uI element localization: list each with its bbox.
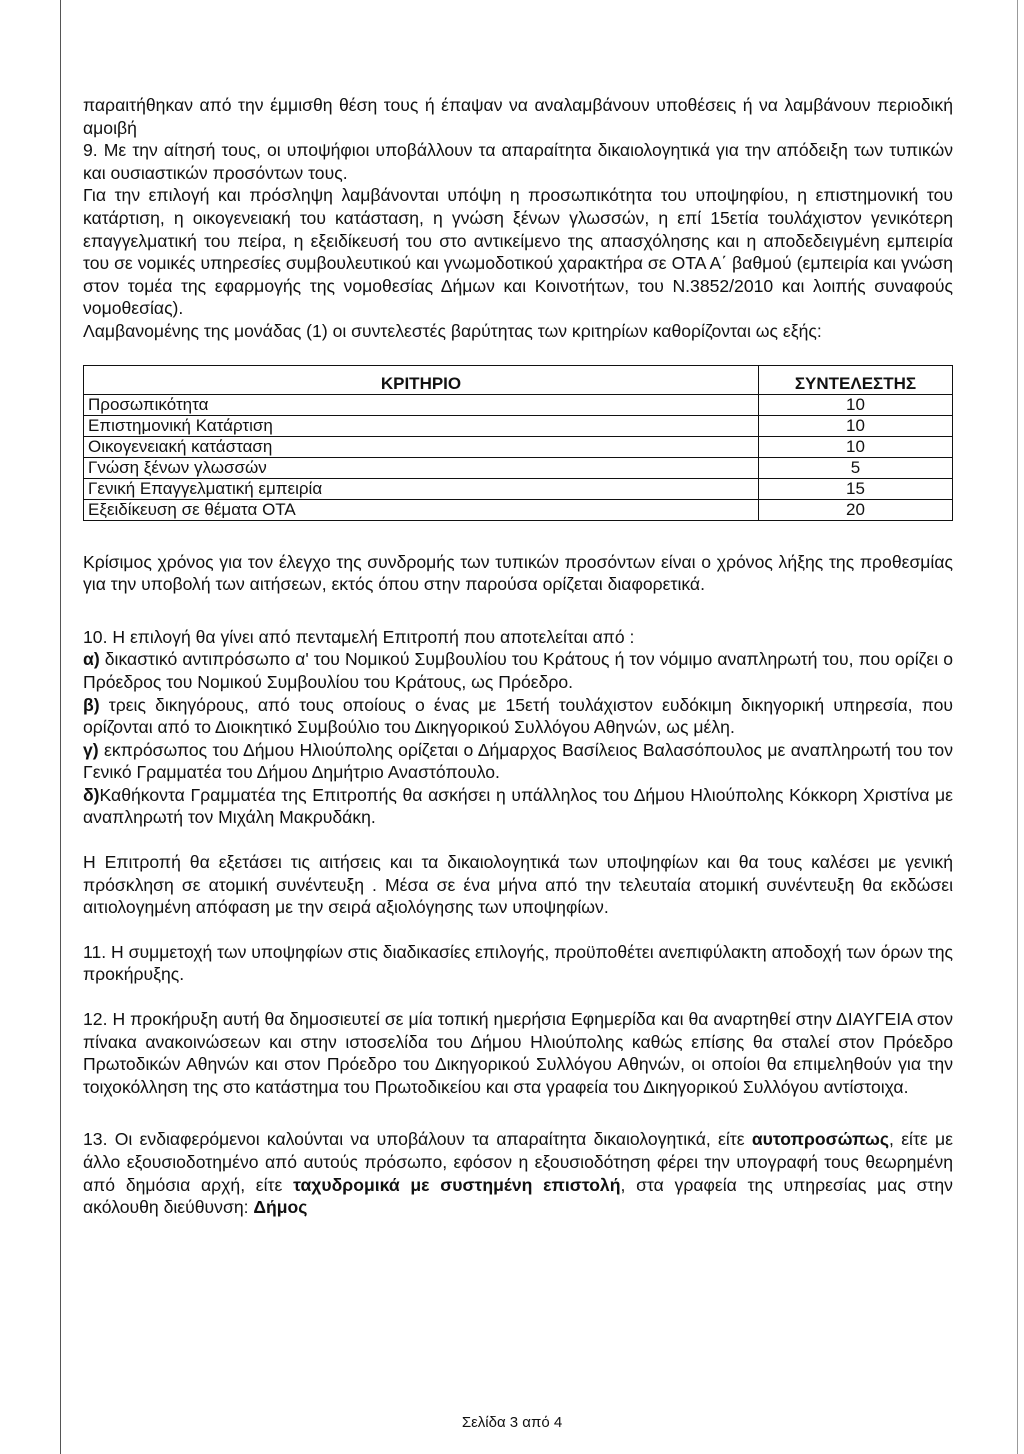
- paragraph-item-13: 13. Οι ενδιαφερόμενοι καλούνται να υποβάλουν τα απαραίτητα δικαιολογητικά, είτε αυτοπροσώπως, είτε με άλλο εξουσιοδοτημένο από αυτούς πρόσωπο, εφόσον η εξουσιοδότηση φέρει την υπογραφή τους θεωρημένη από δημόσια αρχή, είτε ταχυδρομικά με συστημένη επιστολή, στα γραφεία της υπηρεσίας μας στην ακόλουθη διεύθυνση: Δήμος: [83, 1129, 953, 1218]
- criteria-table: [83, 365, 953, 521]
- paragraph-item-10-c: γ) εκπρόσωπος του Δήμου Ηλιούπολης ορίζεται ο Δήμαρχος Βασίλειος Βαλασόπουλος με αναπληρωτή του τον Γενικό Γραμματέα του Δήμου Δημήτριο Αναστόπουλο.: [83, 739, 953, 783]
- scan-edge-line-right: [1017, 0, 1018, 1454]
- coefficient-cell: 5: [759, 457, 953, 478]
- coefficient-cell: 10: [759, 394, 953, 415]
- coefficient-cell: 15: [759, 478, 953, 499]
- paragraph-weights-intro: Λαμβανομένης της μονάδας (1) οι συντελεστές βαρύτητας των κριτηρίων καθορίζονται ως εξής:: [83, 320, 822, 341]
- paragraph-item-10-a: α) δικαστικό αντιπρόσωπο α' του Νομικού Συμβουλίου του Κράτους ή τον νόμιμο αναπληρωτή του, που ορίζει ο Πρόεδρος του Νομικού Συμβουλίου του Κράτους, ως Πρόεδρο.: [83, 649, 953, 692]
- criterion-cell: Οικογενειακή κατάσταση: [84, 436, 759, 457]
- table-row: [84, 478, 953, 499]
- criterion-cell: Γνώση ξένων γλωσσών: [84, 457, 759, 478]
- paragraph-item-9: 9. Με την αίτησή τους, οι υποψήφιοι υποβάλλουν τα απαραίτητα δικαιολογητικά για την απόδειξη των τυπικών και ουσιαστικών προσόντων τους.: [83, 140, 953, 183]
- header-criterion: ΚΡΙΤΗΡΙΟ: [84, 365, 759, 394]
- paragraph-item-12: 12. Η προκήρυξη αυτή θα δημοσιευτεί σε μία τοπική ημερήσια Εφημερίδα και θα αναρτηθεί στην ΔΙΑΥΓΕΙΑ στον πίνακα ανακοινώσεων και στην ιστοσελίδα του Δήμου Ηλιούπολης καθώς επίσης θα σταλεί στον Πρόεδρο Πρωτοδικών Αθηνών και στον Πρόεδρο του Δικηγορικού Συλλόγου Αθηνών, οι οποίοι θα επιμεληθούν για την τοιχοκόλληση της στο κατάστημα του Πρωτοδικείου και στα γραφεία του Δικηγορικού Συλλόγου αντίστοιχα.: [83, 1009, 953, 1097]
- table-row: [84, 415, 953, 436]
- bold-by-registered-mail: ταχυδρομικά με συστημένη επιστολή: [293, 1174, 621, 1195]
- scan-edge-line: [60, 0, 61, 1454]
- bold-in-person: αυτοπροσώπως: [751, 1129, 890, 1150]
- table-row: [84, 457, 953, 478]
- bold-address-start: Δήμος: [253, 1197, 308, 1218]
- label-c: γ): [83, 739, 99, 760]
- paragraph-committee: Η Επιτροπή θα εξετάσει τις αιτήσεις και τα δικαιολογητικά των υποψηφίων και θα τους καλέσει με γενική πρόσκληση σε ατομική συνέντευξη . Μέσα σε ένα μήνα από την τελευταία ατομική συνέντευξη θα εκδώσει αιτιολογημένη απόφαση με την σειρά αξιολόγησης των υποψηφίων.: [83, 852, 953, 918]
- criterion-cell: Εξειδίκευση σε θέματα ΟΤΑ: [84, 499, 759, 520]
- criterion-cell: Προσωπικότητα: [84, 394, 759, 415]
- table-row: [84, 499, 953, 520]
- criterion-cell: Γενική Επαγγελματική εμπειρία: [84, 478, 759, 499]
- criterion-cell: Επιστημονική Κατάρτιση: [84, 415, 759, 436]
- table-header-row: [84, 365, 953, 394]
- page-number: Σελίδα 3 από 4: [461, 1414, 563, 1431]
- table-row: [84, 436, 953, 457]
- paragraph-item-11: 11. Η συμμετοχή των υποψηφίων στις διαδικασίες επιλογής, προϋποθέτει ανεπιφύλακτη αποδοχή των όρων της προκήρυξης.: [83, 941, 953, 985]
- document-body: [83, 94, 953, 1219]
- paragraph-item-10-b: β) τρεις δικηγόρους, από τους οποίους ο ένας με 15ετή τουλάχιστον ευδόκιμη δικηγορική υπηρεσία, που ορίζονται από το Διοικητικό Συμβούλιο του Δικηγορικού Συλλόγου Αθηνών, ως μέλη.: [83, 694, 953, 738]
- label-a: α): [83, 649, 100, 670]
- label-b: β): [83, 694, 100, 715]
- coefficient-cell: 10: [759, 436, 953, 457]
- coefficient-cell: 10: [759, 415, 953, 436]
- table-row: [84, 394, 953, 415]
- paragraph-selection-criteria: Για την επιλογή και πρόσληψη λαμβάνονται υπόψη η προσωπικότητα του υποψηφίου, η επιστημονική του κατάρτιση, η οικογενειακή του κατάσταση, η γνώση ξένων γλωσσών, η επί 15ετία τουλάχιστον γενικότερη επαγγελματική του πείρα, η εξειδίκευσή του στο αντικείμενο της απασχόλησης και η αποδεδειγμένη εμπειρία του σε νομικές υπηρεσίες συμβουλευτικού και γνωμοδοτικού χαρακτήρα σε ΟΤΑ Α΄ βαθμού (εμπειρία και γνώση στον τομέα της εφαρμογής της νομοθεσίας Δήμων και Κοινοτήτων, του Ν.3852/2010 και λοιπής συναφούς νομοθεσίας).: [83, 185, 953, 319]
- paragraph-resignation: παραιτήθηκαν από την έμμισθη θέση τους ή έπαψαν να αναλαμβάνουν υποθέσεις ή να λαμβάνουν περιοδική αμοιβή: [83, 95, 953, 138]
- paragraph-deadline: Κρίσιμος χρόνος για τον έλεγχο της συνδρομής των τυπικών προσόντων είναι ο χρόνος λήξης της προθεσμίας για την υποβολή των αιτήσεων, εκτός όπου στην παρούσα ορίζεται διαφορετικά.: [83, 551, 953, 595]
- header-coefficient: ΣΥΝΤΕΛΕΣΤΗΣ: [759, 365, 953, 394]
- coefficient-cell: 20: [759, 499, 953, 520]
- paragraph-item-10-intro: 10. Η επιλογή θα γίνει από πενταμελή Επιτροπή που αποτελείται από :: [83, 626, 635, 647]
- paragraph-item-10-d: δ)Καθήκοντα Γραμματέα της Επιτροπής θα ασκήσει η υπάλληλος του Δήμου Ηλιούπολης Κόκκορη Χριστίνα με αναπληρωτή τον Μιχάλη Μακρυδάκη.: [83, 784, 953, 828]
- label-d: δ): [83, 784, 100, 805]
